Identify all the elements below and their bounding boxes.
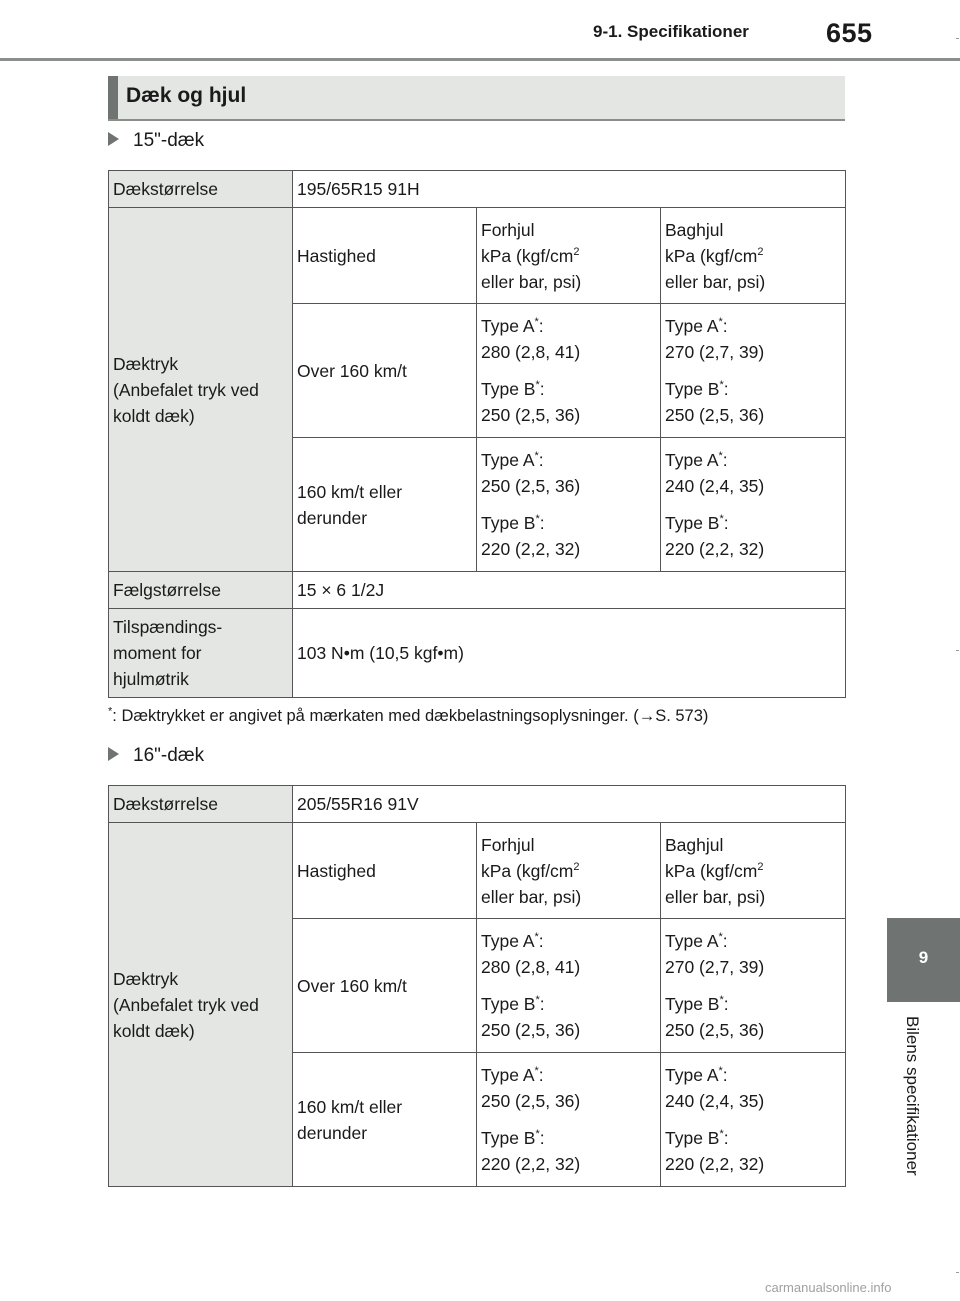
front-pressure-over-160: Type A*: 280 (2,8, 41) Type B*: 250 (2,5, 36) [477, 919, 661, 1053]
torque-value: 103 N•m (10,5 kgf•m) [293, 609, 846, 698]
table-row [109, 171, 846, 208]
margin-mark [956, 1272, 959, 1273]
chapter-title: Bilens specifikationer [903, 1016, 922, 1176]
margin-mark [956, 38, 959, 39]
pressure-label: Dæktryk (Anbefalet tryk ved koldt dæk) [109, 823, 293, 1187]
speed-header: Hastighed [293, 823, 477, 919]
tire-spec-table-16 [108, 785, 846, 1187]
front-header: Forhjul kPa ($kgf/cm^2$ eller bar, psi) [477, 208, 661, 304]
table-row [109, 823, 846, 919]
size-label: Dækstørrelse [109, 786, 293, 823]
speed-over-160: Over 160 km/t [293, 919, 477, 1053]
size-value: 195/65R15 91H [293, 171, 846, 208]
arrow-icon: → [638, 707, 656, 725]
front-pressure-over-160: Type A*: 280 (2,8, 41) Type B*: 250 (2,5, 36) [477, 304, 661, 438]
table-row [109, 208, 846, 304]
triangle-bullet-icon [108, 132, 119, 146]
running-header-title: 9-1. Specifikationer [593, 22, 749, 41]
rear-pressure-160-or-less: Type A*: 240 (2,4, 35) Type B*: 220 (2,2, 32) [661, 438, 846, 572]
table-row [109, 786, 846, 823]
subheading-15 [108, 130, 204, 152]
rear-pressure-over-160: Type A*: 270 (2,7, 39) Type B*: 250 (2,5, 36) [661, 304, 846, 438]
subheading-15-text: 15"-dæk [133, 130, 205, 151]
chapter-number: 9 [918, 948, 929, 967]
front-header: Forhjul kPa ($kgf/cm^2$ eller bar, psi) [477, 823, 661, 919]
rear-pressure-over-160: Type A*: 270 (2,7, 39) Type B*: 250 (2,5, 36) [661, 919, 846, 1053]
table-row [109, 609, 846, 698]
front-pressure-160-or-less: Type A*: 250 (2,5, 36) Type B*: 220 (2,2, 32) [477, 438, 661, 572]
rim-label: Fælgstørrelse [109, 572, 293, 609]
footnote-marker: * [108, 705, 113, 718]
size-label: Dækstørrelse [109, 171, 293, 208]
footnote-text: : Dæktrykket er angivet på mærkaten med dækbelastningsoplysninger. ( [112, 707, 639, 725]
header-divider [0, 58, 960, 61]
watermark: carmanualsonline.info [765, 1280, 892, 1295]
section-heading-bar [108, 76, 118, 119]
rim-value: 15 × 6 1/2J [293, 572, 846, 609]
torque-label: Tilspændings- moment for hjulmøtrik [109, 609, 293, 698]
footnote [108, 707, 708, 726]
speed-over-160: Over 160 km/t [293, 304, 477, 438]
size-value: 205/55R16 91V [293, 786, 846, 823]
speed-header: Hastighed [293, 208, 477, 304]
chapter-tab [887, 918, 960, 1002]
subheading-16-text: 16"-dæk [133, 745, 205, 766]
tire-spec-table-15 [108, 170, 846, 698]
subheading-16 [108, 745, 204, 767]
speed-160-or-less: 160 km/t eller derunder [293, 438, 477, 572]
triangle-bullet-icon [108, 747, 119, 761]
table-row [109, 572, 846, 609]
section-heading-text: Dæk og hjul [126, 84, 247, 107]
pressure-label: Dæktryk (Anbefalet tryk ved koldt dæk) [109, 208, 293, 572]
page-number: 655 [826, 18, 873, 48]
rear-header: Baghjul kPa ($kgf/cm^2$ eller bar, psi) [661, 208, 846, 304]
margin-mark [956, 650, 959, 651]
footnote-page-link[interactable]: S. 573) [655, 707, 709, 725]
rear-header: Baghjul kPa ($kgf/cm^2$ eller bar, psi) [661, 823, 846, 919]
section-heading [108, 76, 845, 121]
front-pressure-160-or-less: Type A*: 250 (2,5, 36) Type B*: 220 (2,2, 32) [477, 1053, 661, 1187]
speed-160-or-less: 160 km/t eller derunder [293, 1053, 477, 1187]
rear-pressure-160-or-less: Type A*: 240 (2,4, 35) Type B*: 220 (2,2, 32) [661, 1053, 846, 1187]
